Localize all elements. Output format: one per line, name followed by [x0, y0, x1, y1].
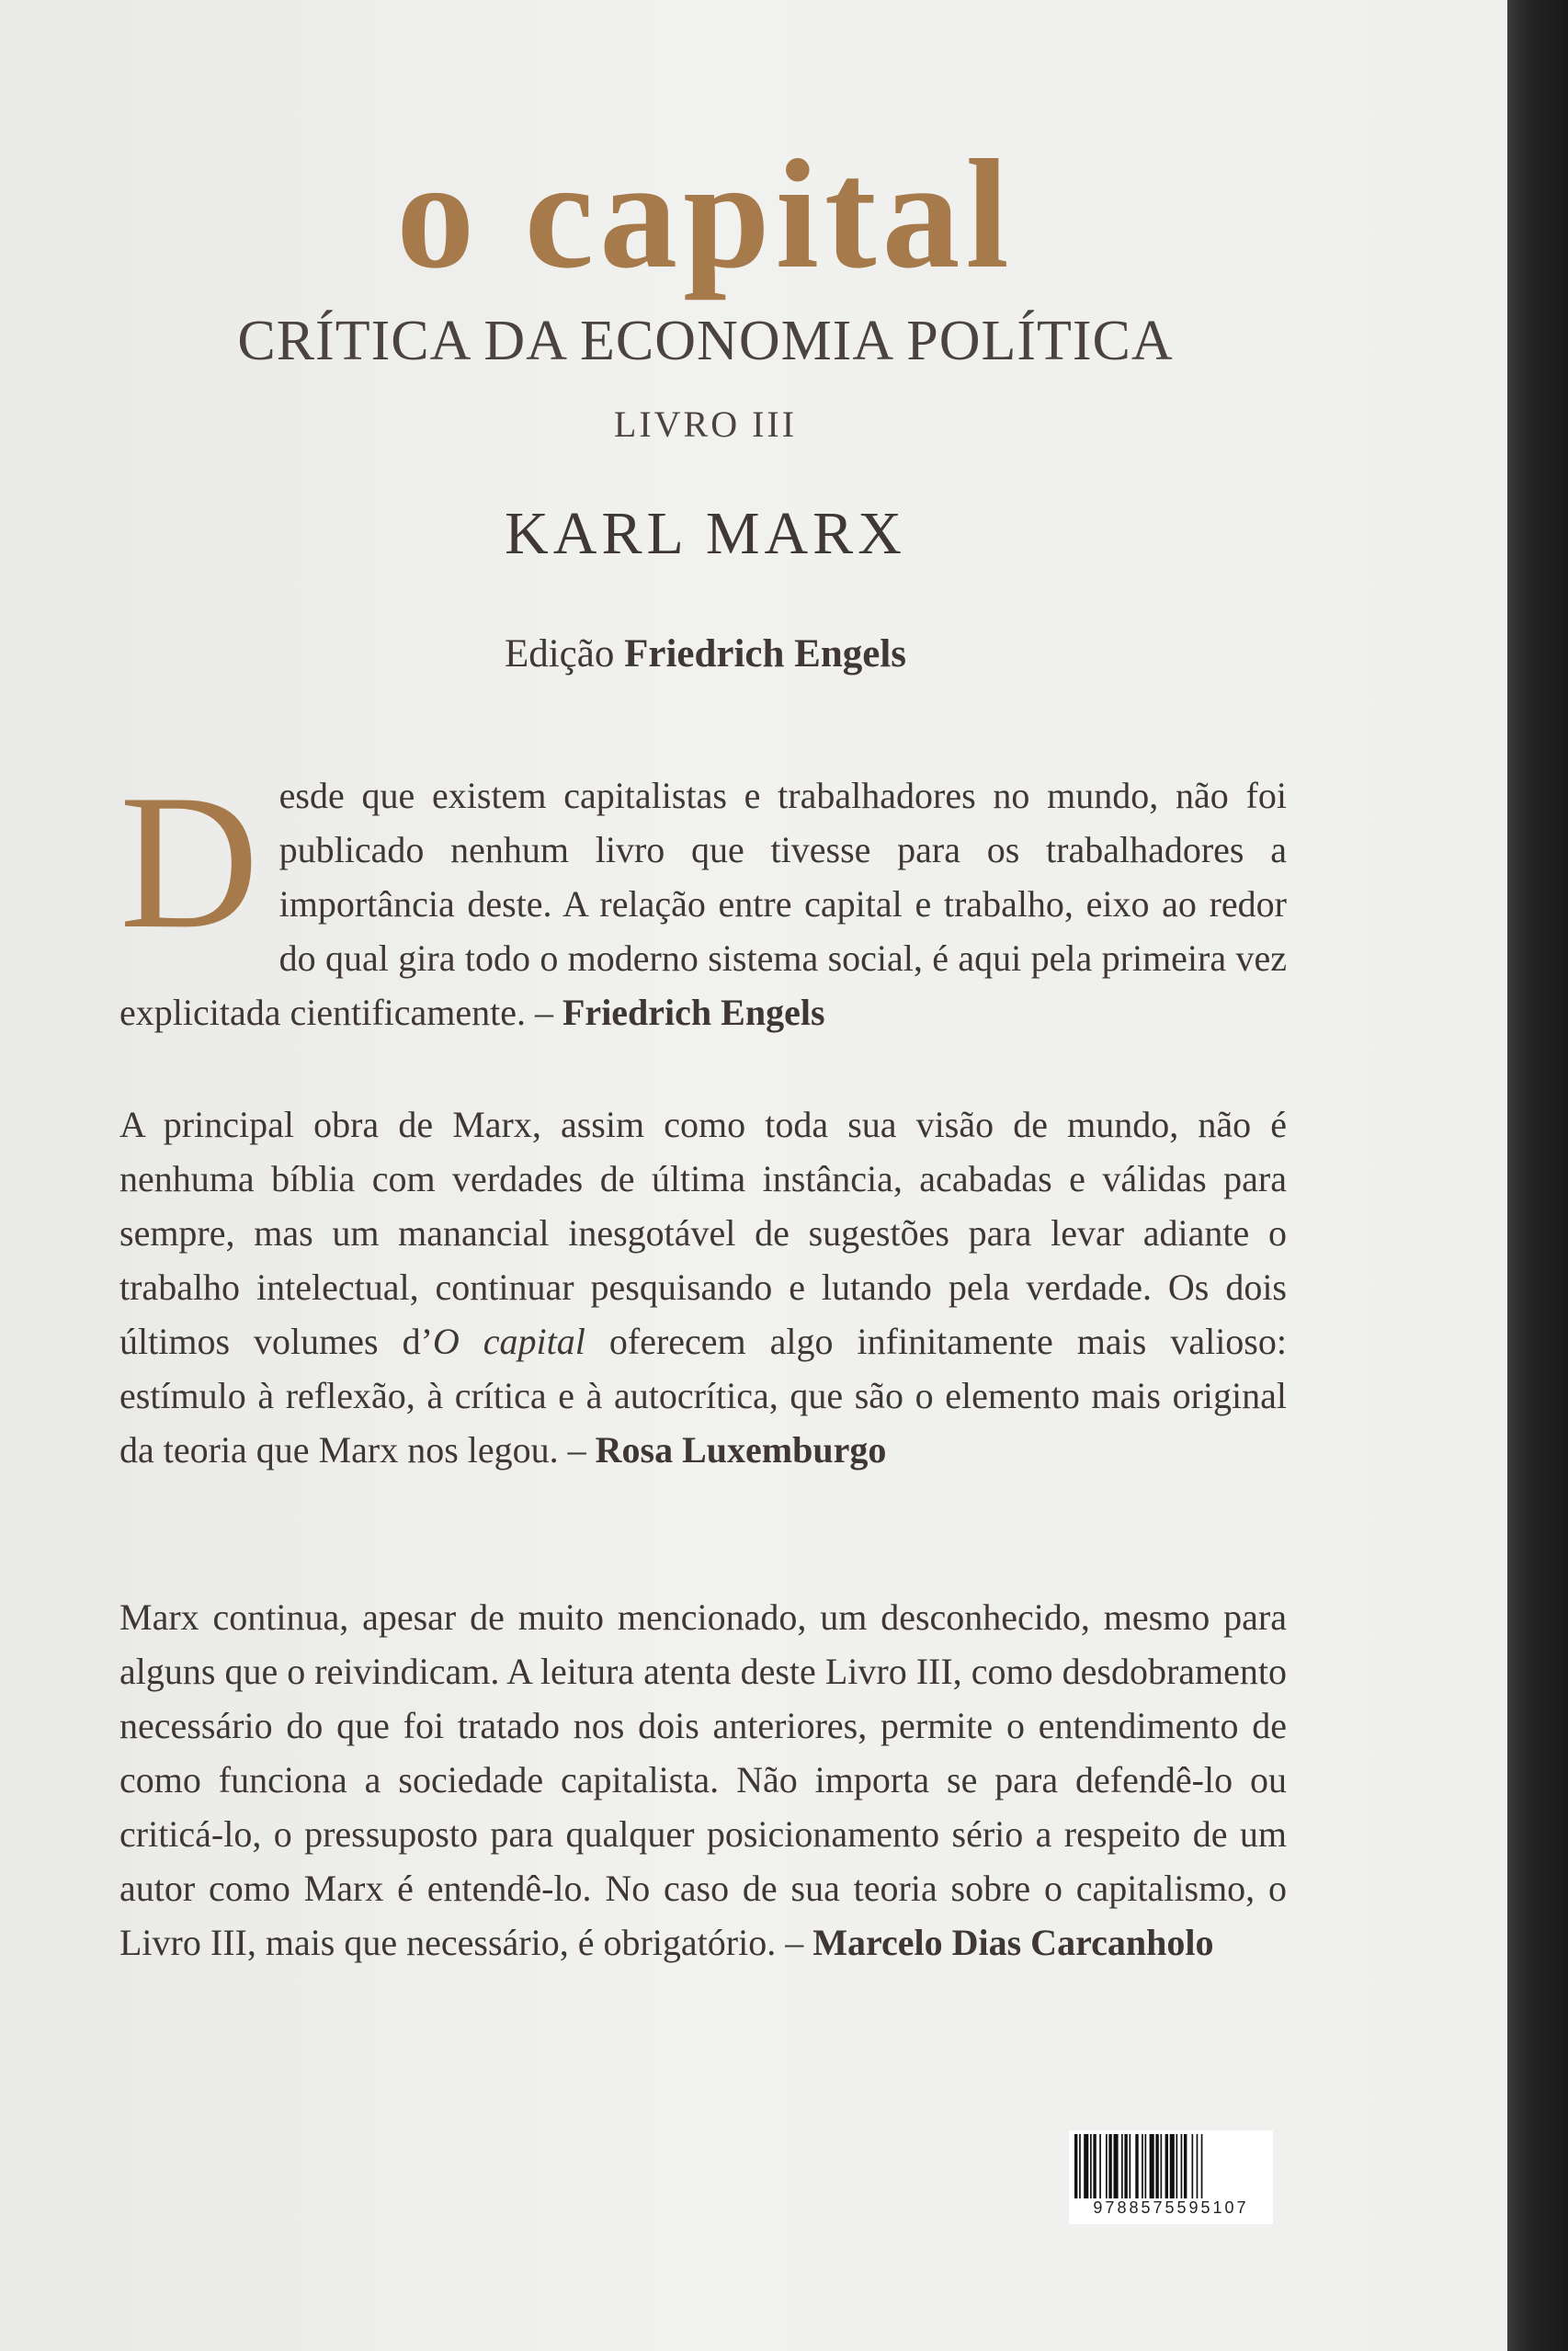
- drop-cap: D: [119, 755, 259, 969]
- volume-label: LIVRO III: [613, 403, 798, 445]
- quote-carcanholo: [119, 1590, 1287, 1970]
- author-name: KARL MARX: [505, 500, 906, 567]
- barcode-bar: [1176, 2134, 1178, 2198]
- barcode-bar: [1165, 2134, 1168, 2198]
- barcode-bar: [1093, 2134, 1096, 2198]
- barcode-bars: [1074, 2134, 1267, 2198]
- barcode-bar: [1074, 2134, 1077, 2198]
- quote-luxemburgo: [119, 1097, 1287, 1477]
- quote-text-continued: oferecem algo infinitamente mais valioso: estímulo à reflexão, à crítica e à autocrítica, que são o elemento mais original da teoria que Marx nos legou. –: [119, 1321, 1287, 1471]
- quote-italic-title: O capital: [432, 1321, 585, 1362]
- barcode-bar: [1142, 2134, 1143, 2198]
- barcode-bar: [1181, 2134, 1183, 2198]
- barcode-bar: [1184, 2134, 1187, 2198]
- barcode-bar: [1170, 2134, 1175, 2198]
- isbn-barcode: [1069, 2130, 1273, 2224]
- quote-attribution: Marcelo Dias Carcanholo: [812, 1922, 1214, 1963]
- barcode-bar: [1155, 2134, 1158, 2198]
- barcode-bar: [1114, 2134, 1119, 2198]
- barcode-bar: [1084, 2134, 1088, 2198]
- barcode-bar: [1079, 2134, 1081, 2198]
- barcode-bar: [1161, 2134, 1163, 2198]
- barcode-bar: [1124, 2134, 1127, 2198]
- barcode-bar: [1201, 2134, 1203, 2198]
- quote-attribution: Friedrich Engels: [562, 992, 825, 1033]
- barcode-bar: [1135, 2134, 1138, 2198]
- book-subtitle: CRÍTICA DA ECONOMIA POLÍTICA: [237, 310, 1174, 372]
- barcode-bar: [1106, 2134, 1108, 2198]
- cover-edge-shadow: [1507, 0, 1568, 2351]
- quote-text: A principal obra de Marx, assim como toda sua visão de mundo, não é nenhuma bíblia com verdades de última instância, acabadas e válidas para sempre, mas um manancial inesgotável de sugestões para levar adiante o trabalho intelectual, continuar pesquisando e lutando pela verdade. Os dois últimos volumes d’: [119, 1104, 1287, 1362]
- quote-text: Marx continua, apesar de muito mencionado, um desconhecido, mesmo para alguns que o reivindicam. A leitura atenta deste Livro III, como desdobramento necessário do que foi tratado nos dois anteriores, permite o entendimento de como funciona a sociedade capitalista. Não importa se para defendê-lo ou criticá-lo, o pressuposto para qualquer posicionamento sério a respeito de um autor como Marx é entendê-lo. No caso de sua teoria sobre o capitalismo, o Livro III, mais que necessário, é obrigatório. –: [119, 1596, 1287, 1963]
- barcode-bar: [1090, 2134, 1092, 2198]
- editor-name: Friedrich Engels: [624, 632, 907, 676]
- barcode-bar: [1108, 2134, 1111, 2198]
- barcode-bar: [1145, 2134, 1147, 2198]
- barcode-bar: [1150, 2134, 1154, 2198]
- barcode-bar: [1099, 2134, 1101, 2198]
- quote-text: esde que existem capitalistas e trabalhadores no mundo, não foi publicado nenhum livro que tivesse para os trabalhadores a importância deste. A relação entre capital e trabalho, eixo ao redor do qual gira todo o moderno sistema social, é aqui pela primeira vez explicitada cientificamente. –: [119, 775, 1287, 1033]
- edition-line: [0, 634, 1411, 674]
- barcode-digits: 9788575595107: [1093, 2198, 1249, 2217]
- barcode-bar: [1121, 2134, 1123, 2198]
- barcode-bar: [1197, 2134, 1199, 2198]
- barcode-bar: [1130, 2134, 1131, 2198]
- book-title: o capital: [396, 128, 1015, 301]
- quote-attribution: Rosa Luxemburgo: [595, 1429, 887, 1471]
- barcode-bar: [1192, 2134, 1194, 2198]
- quote-engels: [119, 755, 1287, 1039]
- edition-prefix: Edição: [504, 632, 615, 676]
